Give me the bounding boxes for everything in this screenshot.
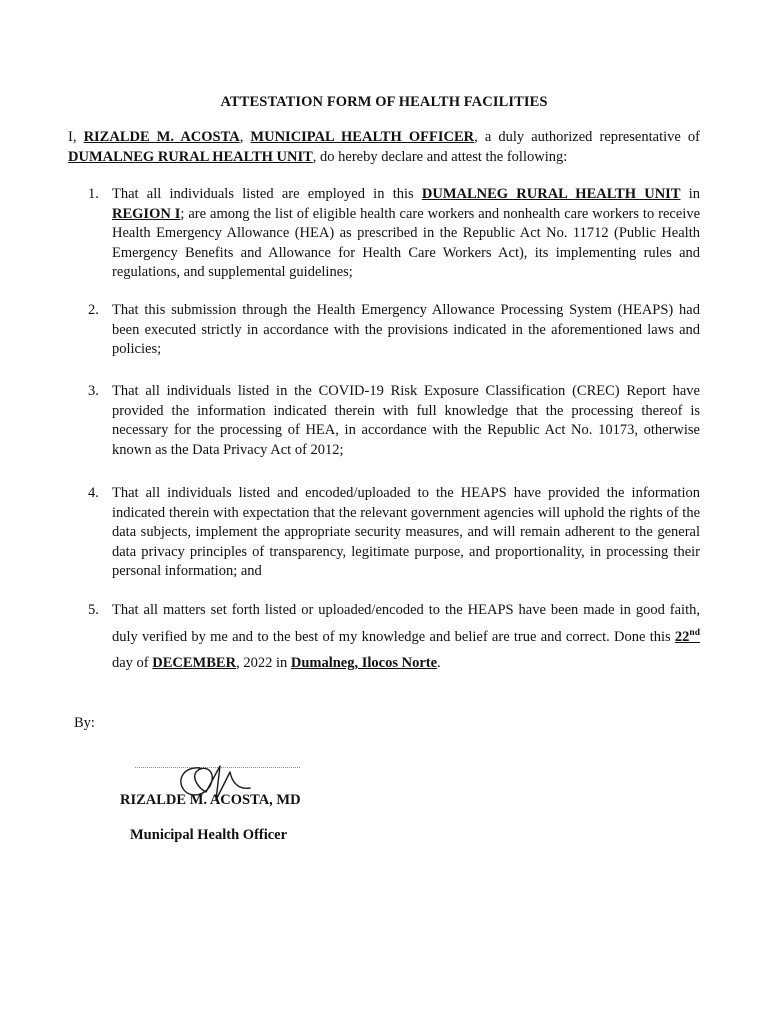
list-item	[88, 484, 700, 582]
item-text: That all individuals listed are employed in this	[112, 186, 422, 202]
signatory-title: Municipal Health Officer	[130, 827, 288, 843]
intro-middle: , a duly authorized representative of	[474, 129, 700, 145]
item-text: in	[680, 186, 701, 202]
item-text: That all individuals listed and encoded/uploaded to the HEAPS have provided the information indicated therein with expectation that the relevant government agencies will uphold the rights of the data subjects, implement the appropriate security measures, and will remain adherent to the general data privacy principles of transparency, legitimate purpose, and proportionality, in processing their personal information; and	[112, 485, 700, 579]
signatory-name: RIZALDE M. ACOSTA, MD	[120, 792, 301, 808]
intro-separator: ,	[239, 129, 251, 145]
facility-name: DUMALNEG RURAL HEALTH UNIT	[68, 148, 313, 165]
list-item	[88, 301, 700, 360]
item-number: 4.	[88, 485, 99, 501]
item-number: 1.	[88, 186, 99, 202]
item-text: ; are among the list of eligible health care workers and nonhealth care workers to receive Health Emergency Allowance (HEA) as prescribed in the Republic Act No. 11712 (Public Health Emergency Benefits and Allowance for Health Care Workers Act), its implementing rules and regulations, and supplemental guidelines;	[112, 205, 700, 280]
item-number: 2.	[88, 302, 99, 318]
item-number: 3.	[88, 383, 99, 399]
item-number: 5.	[88, 602, 99, 618]
attestation-day: 22nd	[674, 627, 700, 645]
officer-position: MUNICIPAL HEALTH OFFICER	[250, 129, 475, 145]
list-item	[88, 185, 701, 283]
intro-suffix: , do hereby declare and attest the following:	[312, 148, 568, 165]
list-item	[88, 382, 700, 460]
intro-paragraph	[68, 128, 700, 167]
intro-prefix: I,	[68, 129, 84, 145]
item-text: day of	[112, 655, 153, 671]
item-text: .	[437, 655, 441, 671]
item-text: That all individuals listed in the COVID-19 Risk Exposure Classification (CREC) Report have provided the information indicated therein with full knowledge that the processing thereof is necessary for the processing of HEA, in accordance with the Republic Act No. 10173, otherwise known as the Data Privacy Act of 2012;	[112, 383, 700, 458]
list-item	[88, 597, 700, 677]
facility-name: DUMALNEG RURAL HEALTH UNIT	[421, 186, 681, 202]
by-label: By:	[74, 715, 95, 731]
attestation-month: DECEMBER	[152, 655, 237, 671]
item-text: That all matters set forth listed or uploaded/encoded to the HEAPS have been made in good faith, duly verified by me and to the best of my knowledge and belief are true and correct. Done this	[112, 602, 700, 645]
attestation-place: Dumalneg, Ilocos Norte	[290, 655, 438, 671]
item-text: That this submission through the Health Emergency Allowance Processing System (HEAPS) had been executed strictly in accordance with the provisions indicated in the aforementioned laws and policies;	[112, 302, 700, 357]
item-text: , 2022 in	[236, 655, 291, 671]
document-title: ATTESTATION FORM OF HEALTH FACILITIES	[220, 94, 548, 110]
officer-name: RIZALDE M. ACOSTA	[83, 129, 240, 145]
day-ordinal: nd	[689, 627, 700, 638]
region-name: REGION I	[112, 205, 181, 222]
